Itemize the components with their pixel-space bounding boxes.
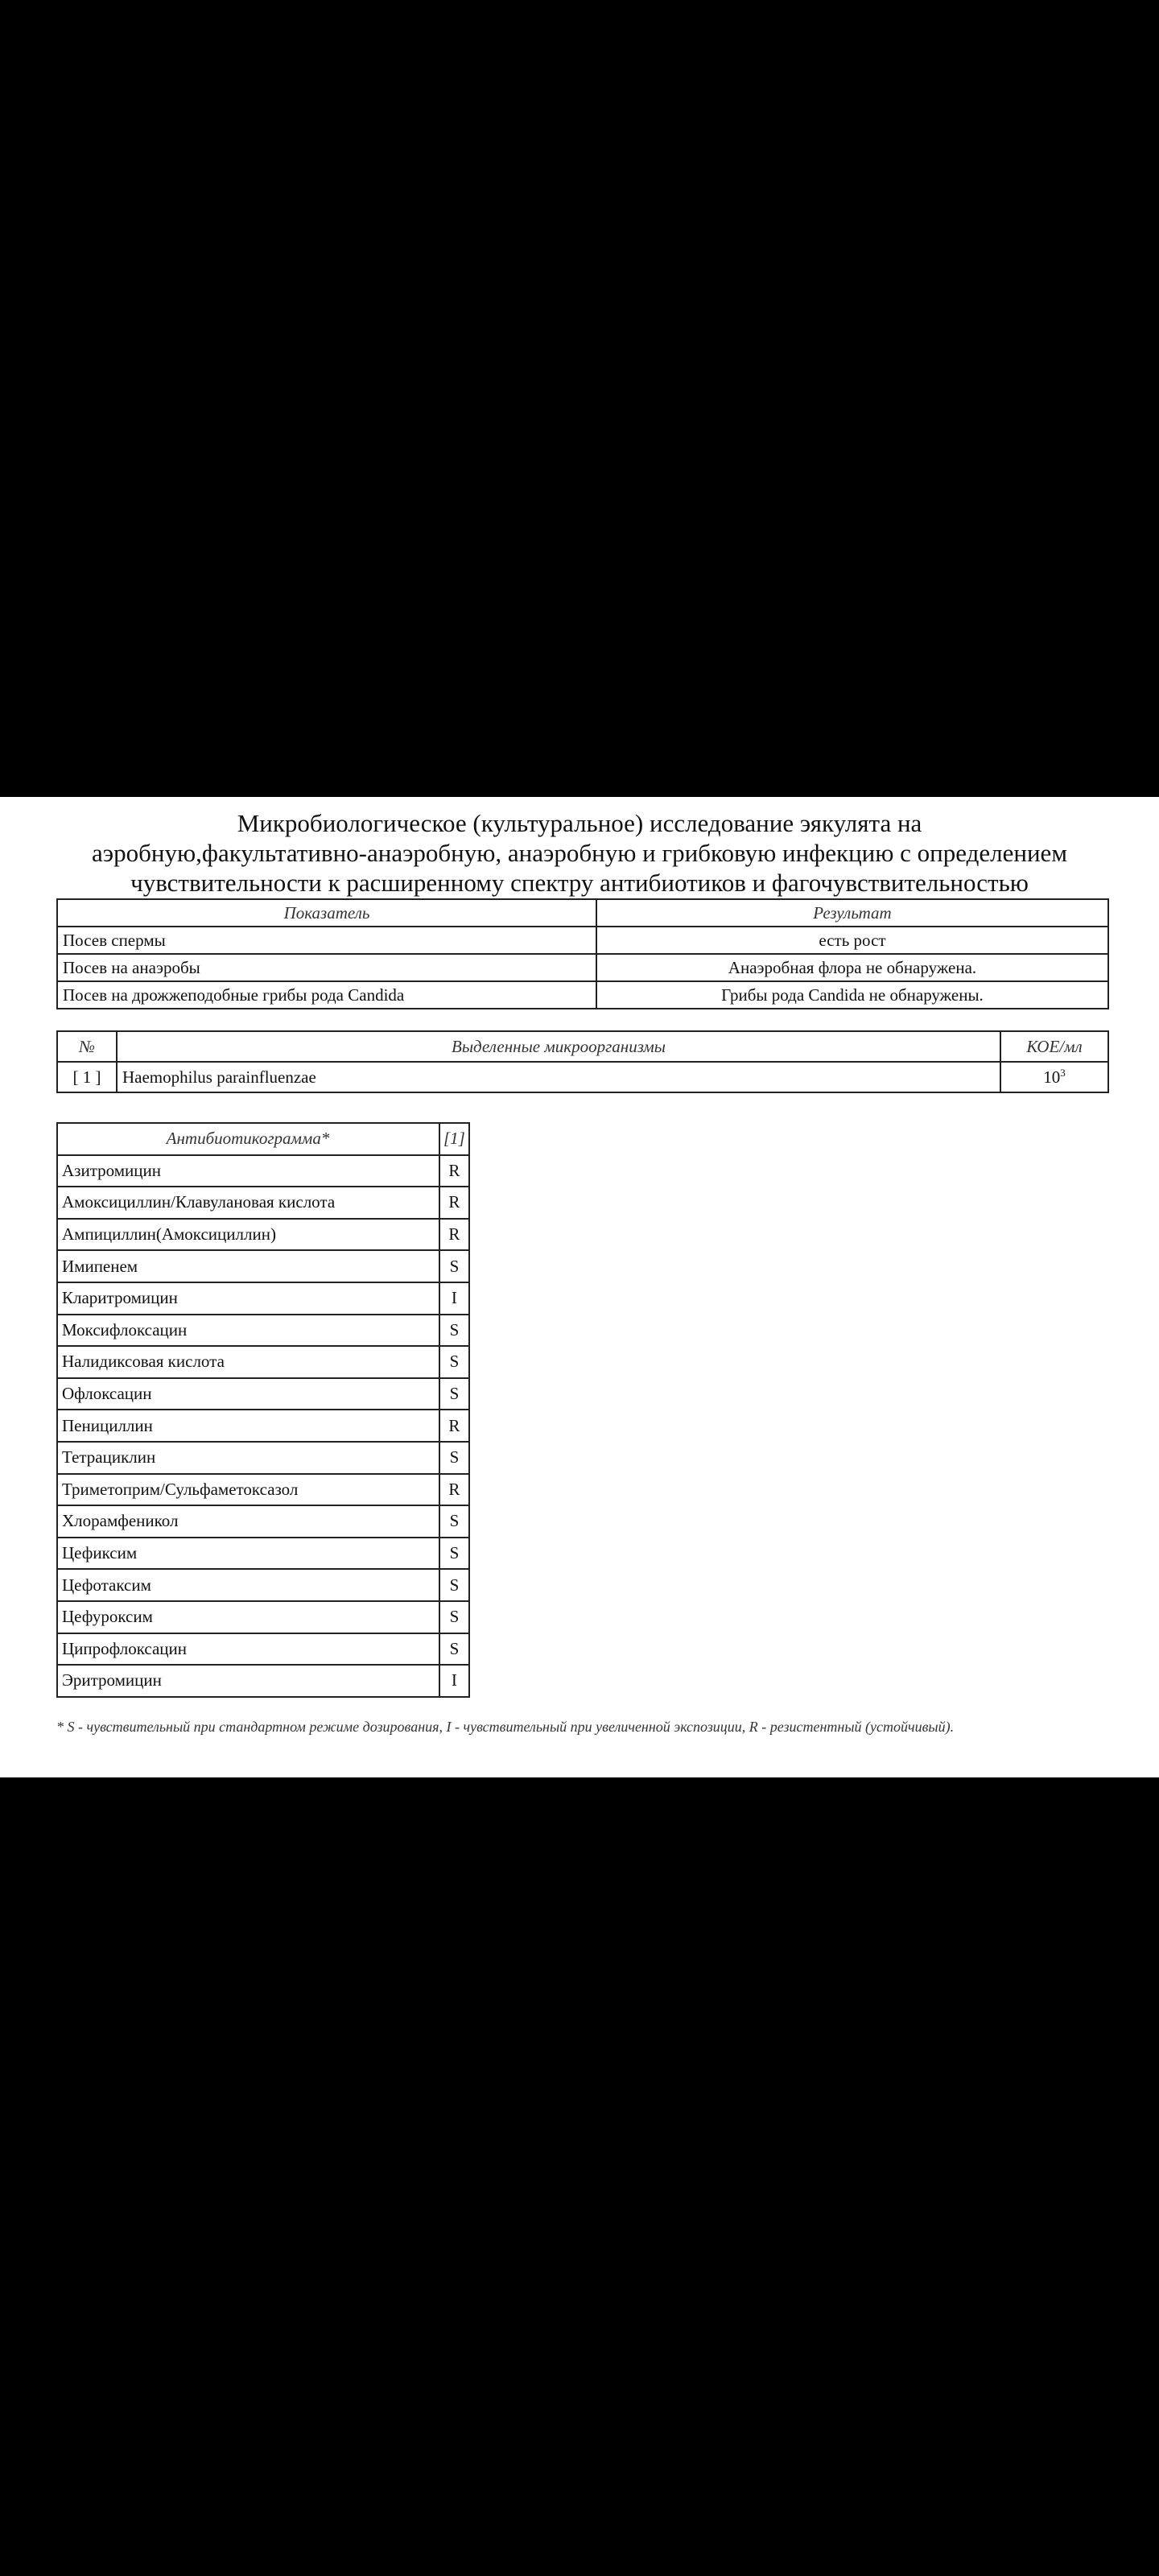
susceptibility-result: S (439, 1505, 469, 1538)
report-title (48, 808, 1111, 898)
table-header-row (57, 899, 1108, 927)
table-header-row (57, 1031, 1108, 1062)
antibiogram-table (56, 1122, 470, 1698)
antibiotic-name: Цефиксим (57, 1538, 439, 1570)
antibiogram-header: Антибиотикограмма* (57, 1123, 439, 1155)
table-row (57, 1282, 469, 1315)
table-row (57, 1155, 469, 1187)
indicator-cell: Посев на дрожжеподобные грибы рода Candida (57, 981, 596, 1009)
organism-number: [ 1 ] (57, 1062, 117, 1092)
table-row (57, 1474, 469, 1506)
table-row (57, 1601, 469, 1633)
indicator-header: Показатель (57, 899, 596, 927)
antibiotic-name: Эритромицин (57, 1665, 439, 1697)
table-row (57, 1378, 469, 1410)
antibiotic-name: Тетрациклин (57, 1442, 439, 1474)
antibiotic-name: Офлоксацин (57, 1378, 439, 1410)
cfu-base: 10 (1043, 1067, 1061, 1087)
table-row (57, 1346, 469, 1378)
table-row (57, 927, 1108, 954)
antibiotic-name: Хлорамфеникол (57, 1505, 439, 1538)
susceptibility-result: R (439, 1474, 469, 1506)
report-title-line: Микробиологическое (культуральное) исследование эякулята на (237, 809, 922, 837)
table-row (57, 1315, 469, 1347)
table-row (57, 1410, 469, 1442)
susceptibility-result: S (439, 1569, 469, 1601)
antibiotic-name: Амоксициллин/Клавулановая кислота (57, 1187, 439, 1219)
antibiotic-name: Ципрофлоксацин (57, 1633, 439, 1666)
lab-report-document (0, 797, 1159, 1777)
organism-name: Haemophilus parainfluenzae (117, 1062, 1000, 1092)
result-cell: Анаэробная флора не обнаружена. (596, 954, 1108, 981)
indicator-cell: Посев спермы (57, 927, 596, 954)
antibiotic-name: Ампициллин(Амоксициллин) (57, 1219, 439, 1251)
table-row (57, 1505, 469, 1538)
table-row (57, 1062, 1108, 1092)
susceptibility-result: S (439, 1346, 469, 1378)
result-header: Результат (596, 899, 1108, 927)
microorganisms-table (56, 1030, 1109, 1093)
antibiotic-name: Налидиксовая кислота (57, 1346, 439, 1378)
antibiotic-name: Пенициллин (57, 1410, 439, 1442)
antibiotic-name: Триметоприм/Сульфаметоксазол (57, 1474, 439, 1506)
susceptibility-result: R (439, 1155, 469, 1187)
antibiotic-name: Имипенем (57, 1250, 439, 1282)
table-row (57, 1633, 469, 1666)
result-cell: есть рост (596, 927, 1108, 954)
result-cell: Грибы рода Candida не обнаружены. (596, 981, 1108, 1009)
antibiotic-name: Азитромицин (57, 1155, 439, 1187)
susceptibility-result: R (439, 1187, 469, 1219)
report-title-line: чувствительности к расширенному спектру антибиотиков и фагочувствительностью (130, 869, 1029, 897)
susceptibility-result: S (439, 1538, 469, 1570)
susceptibility-result: I (439, 1665, 469, 1697)
table-row (57, 1538, 469, 1570)
susceptibility-result: S (439, 1633, 469, 1666)
susceptibility-result: S (439, 1442, 469, 1474)
susceptibility-result: S (439, 1601, 469, 1633)
cfu-value (1000, 1062, 1108, 1092)
table-row (57, 1250, 469, 1282)
antibiotic-name: Кларитромицин (57, 1282, 439, 1315)
susceptibility-result: R (439, 1410, 469, 1442)
susceptibility-result: S (439, 1250, 469, 1282)
table-row (57, 1442, 469, 1474)
antibiotic-name: Цефотаксим (57, 1569, 439, 1601)
indicators-table (56, 898, 1109, 1009)
report-title-line: аэробную,факультативно-анаэробную, анаэробную и грибковую инфекцию с определением (92, 839, 1067, 867)
number-header: № (57, 1031, 117, 1062)
table-row (57, 954, 1108, 981)
isolate-column-header: [1] (439, 1123, 469, 1155)
antibiotic-name: Цефуроксим (57, 1601, 439, 1633)
table-row (57, 1219, 469, 1251)
table-row (57, 981, 1108, 1009)
table-header-row (57, 1123, 469, 1155)
indicator-cell: Посев на анаэробы (57, 954, 596, 981)
organism-header: Выделенные микроорганизмы (117, 1031, 1000, 1062)
table-row (57, 1569, 469, 1601)
antibiotic-name: Моксифлоксацин (57, 1315, 439, 1347)
table-row (57, 1187, 469, 1219)
susceptibility-result: S (439, 1378, 469, 1410)
susceptibility-result: R (439, 1219, 469, 1251)
cfu-header: КОЕ/мл (1000, 1031, 1108, 1062)
cfu-exponent: 3 (1060, 1067, 1066, 1079)
susceptibility-result: I (439, 1282, 469, 1315)
footnote: * S - чувствительный при стандартном режиме дозирования, I - чувствительный при увеличенной экспозиции, R - резистентный (устойчивый). (56, 1719, 955, 1735)
susceptibility-result: S (439, 1315, 469, 1347)
table-row (57, 1665, 469, 1697)
